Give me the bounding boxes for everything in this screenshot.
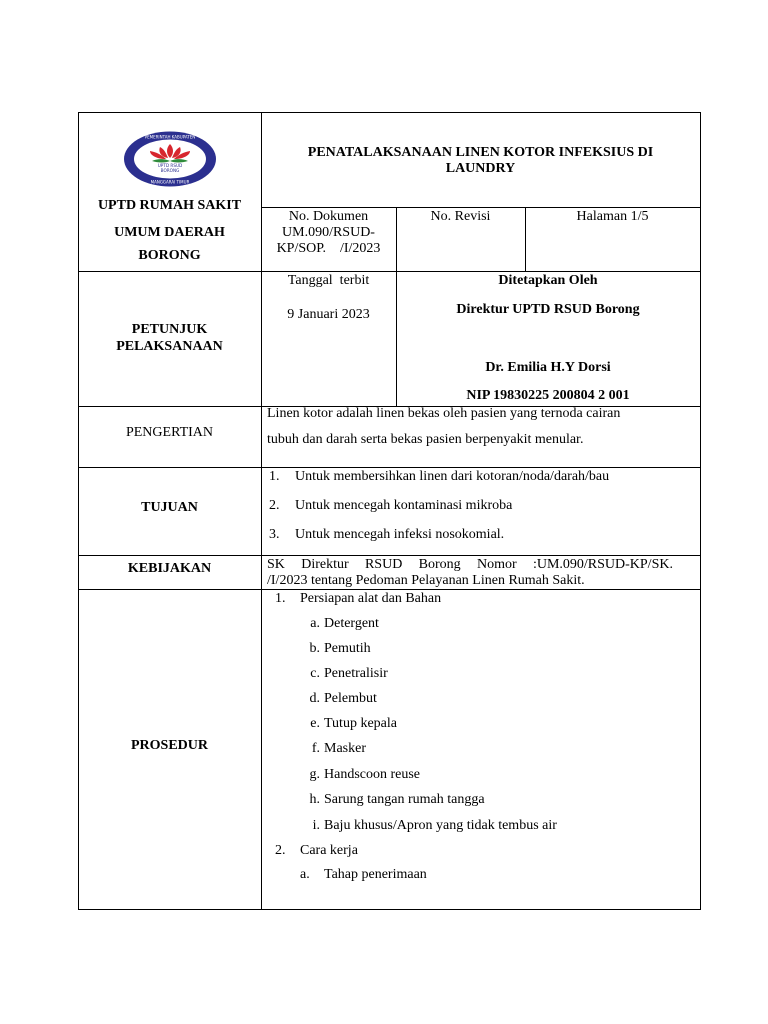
direktur-title: Direktur UPTD RSUD Borong bbox=[456, 302, 640, 317]
prosedur-step-2: Cara kerja bbox=[300, 843, 358, 858]
pengertian-text-1: Linen kotor adalah linen bekas oleh pasien yang ternoda cairan bbox=[267, 406, 621, 421]
tujuan-num-1: 1. bbox=[269, 469, 280, 484]
petunjuk-label-2: PELAKSANAAN bbox=[116, 339, 223, 354]
prosedur-item: Tutup kepala bbox=[324, 716, 397, 731]
tujuan-num-2: 2. bbox=[269, 498, 280, 513]
logo-inner-text-2: BORONG bbox=[160, 168, 180, 173]
no-dokumen-value-2: KP/SOP. /I/2023 bbox=[276, 241, 381, 256]
document-title-line-2: LAUNDRY bbox=[445, 161, 516, 176]
tanggal-terbit-value: 9 Januari 2023 bbox=[287, 307, 370, 322]
logo-top-text: PEMERINTAH KABUPATEN bbox=[144, 134, 196, 140]
rsud-logo bbox=[122, 130, 218, 188]
logo-bottom-text: MANGGARAI TIMUR bbox=[150, 179, 190, 185]
pengertian-label: PENGERTIAN bbox=[125, 425, 214, 440]
prosedur-item: Pemutih bbox=[324, 641, 371, 656]
prosedur-item-letter: a. bbox=[310, 616, 320, 631]
document-title-line-1: PENATALAKSANAAN LINEN KOTOR INFEKSIUS DI bbox=[307, 145, 654, 160]
prosedur-item-letter: c. bbox=[310, 666, 320, 681]
no-dokumen-label: No. Dokumen bbox=[288, 209, 369, 224]
kebijakan-word: :UM.090/RSUD-KP/SK. bbox=[532, 557, 673, 572]
prosedur-item-letter: h. bbox=[309, 792, 320, 807]
kebijakan-text-1 bbox=[267, 557, 673, 573]
tujuan-item-2: Untuk mencegah kontaminasi mikroba bbox=[295, 498, 513, 513]
ditetapkan-oleh: Ditetapkan Oleh bbox=[498, 273, 598, 288]
prosedur-sub-letter: a. bbox=[300, 867, 310, 882]
prosedur-item: Detergent bbox=[324, 616, 379, 631]
kebijakan-word: SK bbox=[267, 557, 285, 572]
no-revisi-label: No. Revisi bbox=[430, 209, 491, 224]
kebijakan-text-2: /I/2023 tentang Pedoman Pelayanan Linen Rumah Sakit. bbox=[267, 573, 585, 588]
pengertian-text-2: tubuh dan darah serta bekas pasien berpenyakit menular. bbox=[267, 432, 584, 447]
kebijakan-label: KEBIJAKAN bbox=[127, 561, 212, 576]
kebijakan-word: Borong bbox=[418, 557, 461, 572]
kebijakan-word: Direktur bbox=[301, 557, 349, 572]
prosedur-item-letter: i. bbox=[312, 818, 320, 833]
prosedur-item: Baju khusus/Apron yang tidak tembus air bbox=[324, 818, 557, 833]
prosedur-step-2-num: 2. bbox=[275, 843, 286, 858]
prosedur-step-1-num: 1. bbox=[275, 591, 286, 606]
prosedur-label: PROSEDUR bbox=[130, 738, 208, 753]
prosedur-item: Handscoon reuse bbox=[324, 767, 421, 782]
institution-line-2: UMUM DAERAH bbox=[114, 225, 225, 240]
halaman-label: Halaman 1/5 bbox=[576, 209, 649, 224]
prosedur-item-letter: f. bbox=[311, 741, 320, 756]
prosedur-item: Penetralisir bbox=[324, 666, 388, 681]
prosedur-item-letter: e. bbox=[310, 716, 320, 731]
prosedur-sub-item: Tahap penerimaan bbox=[324, 867, 427, 882]
prosedur-item: Sarung tangan rumah tangga bbox=[324, 792, 485, 807]
institution-line-1: UPTD RUMAH SAKIT bbox=[97, 198, 242, 213]
direktur-nip: NIP 19830225 200804 2 001 bbox=[466, 388, 630, 403]
kebijakan-word: Nomor bbox=[476, 557, 517, 572]
tujuan-label: TUJUAN bbox=[141, 500, 198, 515]
prosedur-item: Masker bbox=[324, 741, 366, 756]
tujuan-item-3: Untuk mencegah infeksi nosokomial. bbox=[295, 527, 505, 542]
prosedur-item-letter: b. bbox=[309, 641, 320, 656]
tanggal-terbit-label: Tanggal terbit bbox=[287, 273, 370, 288]
prosedur-step-1: Persiapan alat dan Bahan bbox=[300, 591, 442, 606]
logo-inner-text-1: UPTD RSUD bbox=[157, 163, 183, 168]
tujuan-num-3: 3. bbox=[269, 527, 280, 542]
prosedur-item-letter: d. bbox=[309, 691, 320, 706]
no-dokumen-value-1: UM.090/RSUD- bbox=[282, 225, 375, 240]
prosedur-item-letter: g. bbox=[309, 767, 320, 782]
prosedur-item: Pelembut bbox=[324, 691, 377, 706]
direktur-name: Dr. Emilia H.Y Dorsi bbox=[485, 360, 611, 375]
petunjuk-label-1: PETUNJUK bbox=[131, 322, 208, 337]
tujuan-item-1: Untuk membersihkan linen dari kotoran/noda/darah/bau bbox=[295, 469, 610, 484]
institution-line-3: BORONG bbox=[138, 248, 201, 263]
kebijakan-word: RSUD bbox=[364, 557, 403, 572]
